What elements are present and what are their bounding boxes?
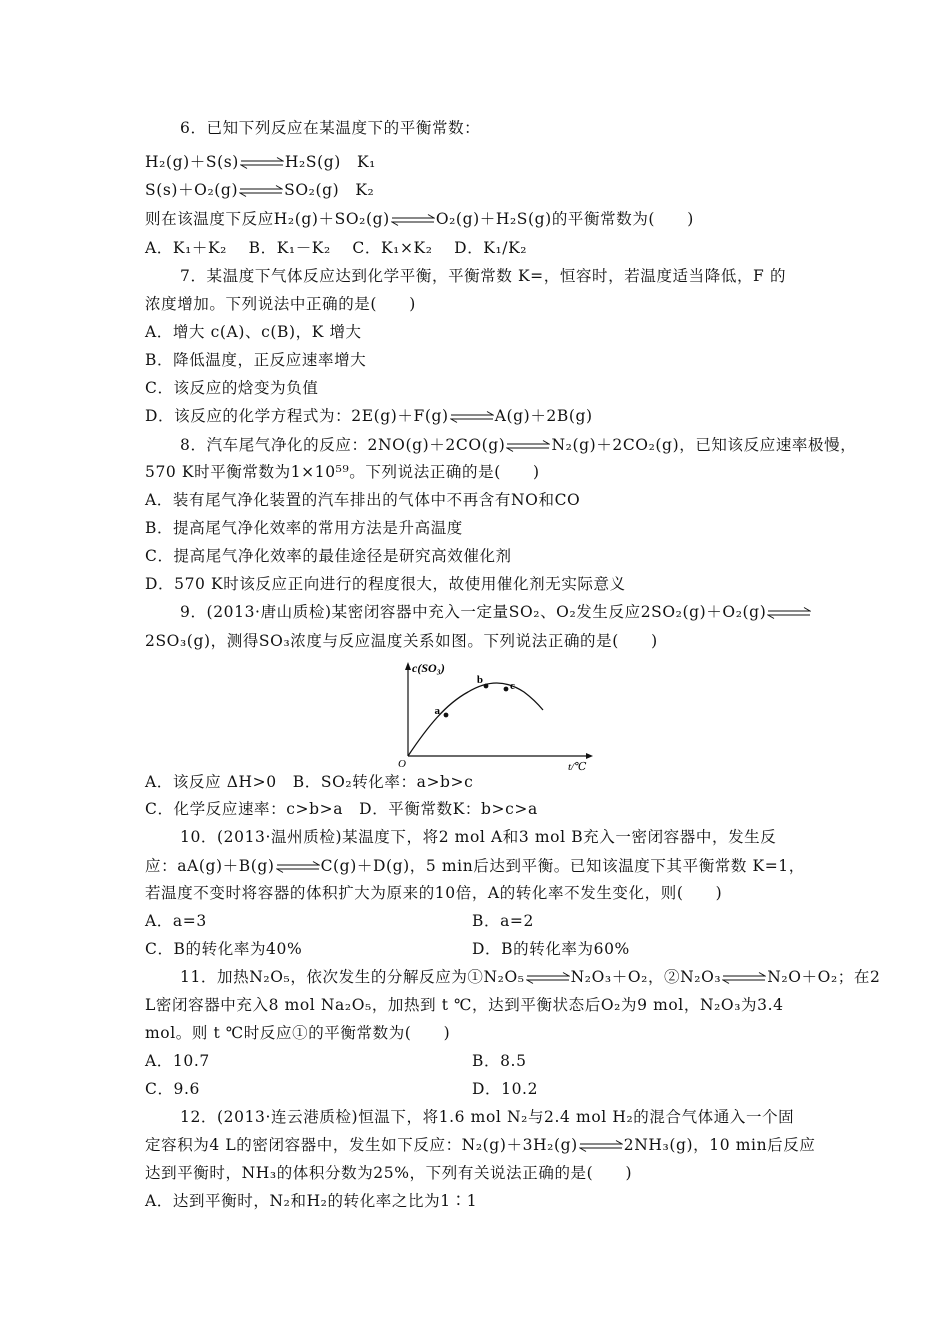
q10-l2-left: 应：aA(g)＋B(g) xyxy=(145,857,275,875)
q6-stem: 6．已知下列反应在某温度下的平衡常数： xyxy=(180,119,481,137)
equilibrium-arrow-icon xyxy=(579,1140,623,1152)
q10-line-1: 10．(2013·温州质检)某温度下，将2 mol A和3 mol B充入一密闭容器中，发生反 xyxy=(180,828,777,846)
q8-option-c: C．提高尾气净化效率的最佳途径是研究高效催化剂 xyxy=(145,547,512,565)
q9-line-2: 2SO₃(g)，测得SO₃浓度与反应温度关系如图。下列说法正确的是( ) xyxy=(145,632,658,650)
q12-line-1: 12．(2013·连云港质检)恒温下，将1.6 mol N₂与2.4 mol H₂的混合气体通入一个固 xyxy=(180,1108,795,1126)
q8-line-2: 570 K时平衡常数为1×10⁵⁹。下列说法正确的是( ) xyxy=(145,463,540,481)
origin-label: O xyxy=(398,758,406,770)
q7-option-a: A．增大 c(A)、c(B)，K 增大 xyxy=(145,323,362,341)
q9-l1-text: 9．(2013·唐山质检)某密闭容器中充入一定量SO₂、O₂发生反应2SO₂(g)＋O₂(g) xyxy=(180,603,767,621)
q9-line-1 xyxy=(180,602,812,622)
q7-d-right: A(g)＋2B(g) xyxy=(494,407,593,425)
q10-line-3: 若温度不变时将容器的体积扩大为原来的10倍，A的转化率不发生变化，则( ) xyxy=(145,884,723,902)
equilibrium-arrow-icon xyxy=(239,185,283,197)
q11-l1-b: N₂O₃＋O₂，②N₂O₃ xyxy=(570,968,722,986)
point-a-label: a xyxy=(434,705,440,717)
y-axis-label: c(SO₃) xyxy=(412,661,445,675)
q6-r2-left: S(s)＋O₂(g) xyxy=(145,181,239,199)
so3-curve xyxy=(408,683,543,756)
q10-option-c: C．B的转化率为40% xyxy=(145,940,303,958)
q11-line-2: L密闭容器中充入8 mol Na₂O₅，加热到 t ℃，达到平衡状态后O₂为9 mol，N₂O₃为3.4 xyxy=(145,996,784,1014)
q11-l1-a: 11．加热N₂O₅，依次发生的分解反应为①N₂O₅ xyxy=(180,968,525,986)
q7-d-left: D．该反应的化学方程式为：2E(g)＋F(g) xyxy=(145,407,449,425)
point-a xyxy=(444,713,449,718)
q6-ask-right: O₂(g)＋H₂S(g)的平衡常数为( ) xyxy=(435,210,694,228)
q11-option-b: B．8.5 xyxy=(472,1052,527,1070)
equilibrium-arrow-icon xyxy=(506,440,550,452)
point-b-label: b xyxy=(476,674,483,686)
q12-line-2 xyxy=(145,1135,815,1155)
q12-l2-left: 定容积为4 L的密闭容器中，发生如下反应：N₂(g)＋3H₂(g) xyxy=(145,1136,578,1154)
q11-line-3: mol。则 t ℃时反应①的平衡常数为( ) xyxy=(145,1024,451,1042)
q8-l1-right: N₂(g)＋2CO₂(g)，已知该反应速率极慢， xyxy=(551,436,857,454)
x-axis-label: t/℃ xyxy=(568,761,587,773)
q10-line-2 xyxy=(145,856,805,876)
q9-options-2: C．化学反应速率：c>b>a D．平衡常数K：b>c>a xyxy=(145,800,538,818)
q6-r1-left: H₂(g)＋S(s) xyxy=(145,153,239,171)
q12-line-3: 达到平衡时，NH₃的体积分数为25%，下列有关说法正确的是( ) xyxy=(145,1164,633,1182)
q11-option-a: A．10.7 xyxy=(145,1052,210,1070)
q8-option-a: A．装有尾气净化装置的汽车排出的气体中不再含有NO和CO xyxy=(145,491,581,509)
q6-ask xyxy=(145,209,694,229)
equilibrium-arrow-icon xyxy=(722,972,766,984)
point-b xyxy=(484,684,489,689)
q7-line-1: 7．某温度下气体反应达到化学平衡，平衡常数 K=，恒容时，若温度适当降低，F 的 xyxy=(180,267,787,285)
q10-l2-right: C(g)＋D(g)，5 min后达到平衡。已知该温度下其平衡常数 K=1， xyxy=(320,857,805,875)
q7-option-c: C．该反应的焓变为负值 xyxy=(145,379,319,397)
q6-r1-right: H₂S(g) K₁ xyxy=(284,153,376,171)
equilibrium-arrow-icon xyxy=(767,607,811,619)
q8-line-1 xyxy=(180,435,856,455)
q11-option-c: C．9.6 xyxy=(145,1080,201,1098)
equilibrium-arrow-icon xyxy=(391,214,435,226)
q9-options-1: A．该反应 ΔH>0 B．SO₂转化率：a>b>c xyxy=(145,773,474,791)
q12-option-a: A．达到平衡时，N₂和H₂的转化率之比为1∶1 xyxy=(145,1192,478,1210)
so3-concentration-chart xyxy=(388,656,594,774)
q7-option-d xyxy=(145,406,593,426)
equilibrium-arrow-icon xyxy=(240,157,284,169)
q6-r2-right: SO₂(g) K₂ xyxy=(284,181,375,199)
x-axis-arrow-icon xyxy=(586,753,593,759)
equilibrium-arrow-icon xyxy=(450,411,494,423)
q10-option-b: B．a=2 xyxy=(472,912,534,930)
q8-l1-left: 8．汽车尾气净化的反应：2NO(g)＋2CO(g) xyxy=(180,436,506,454)
q6-options: A．K₁＋K₂ B．K₁－K₂ C．K₁×K₂ D．K₁/K₂ xyxy=(145,239,528,257)
q6-ask-left: 则在该温度下反应H₂(g)＋SO₂(g) xyxy=(145,210,390,228)
point-c xyxy=(504,687,509,692)
q10-option-d: D．B的转化率为60% xyxy=(472,940,630,958)
q10-option-a: A．a=3 xyxy=(145,912,207,930)
equilibrium-arrow-icon xyxy=(526,972,570,984)
q6-reaction-1 xyxy=(145,152,376,172)
q11-option-d: D．10.2 xyxy=(472,1080,539,1098)
y-axis-arrow-icon xyxy=(405,662,411,670)
q11-l1-c: N₂O＋O₂；在2 xyxy=(767,968,881,986)
equilibrium-arrow-icon xyxy=(276,861,320,873)
q7-option-b: B．降低温度，正反应速率增大 xyxy=(145,351,367,369)
q8-option-d: D．570 K时该反应正向进行的程度很大，故使用催化剂无实际意义 xyxy=(145,575,626,593)
q6-reaction-2 xyxy=(145,180,374,200)
q11-line-1 xyxy=(180,967,880,987)
point-c-label: c xyxy=(510,680,515,692)
q7-line-2: 浓度增加。下列说法中正确的是( ) xyxy=(145,295,416,313)
q12-l2-right: 2NH₃(g)，10 min后反应 xyxy=(623,1136,816,1154)
q8-option-b: B．提高尾气净化效率的常用方法是升高温度 xyxy=(145,519,463,537)
